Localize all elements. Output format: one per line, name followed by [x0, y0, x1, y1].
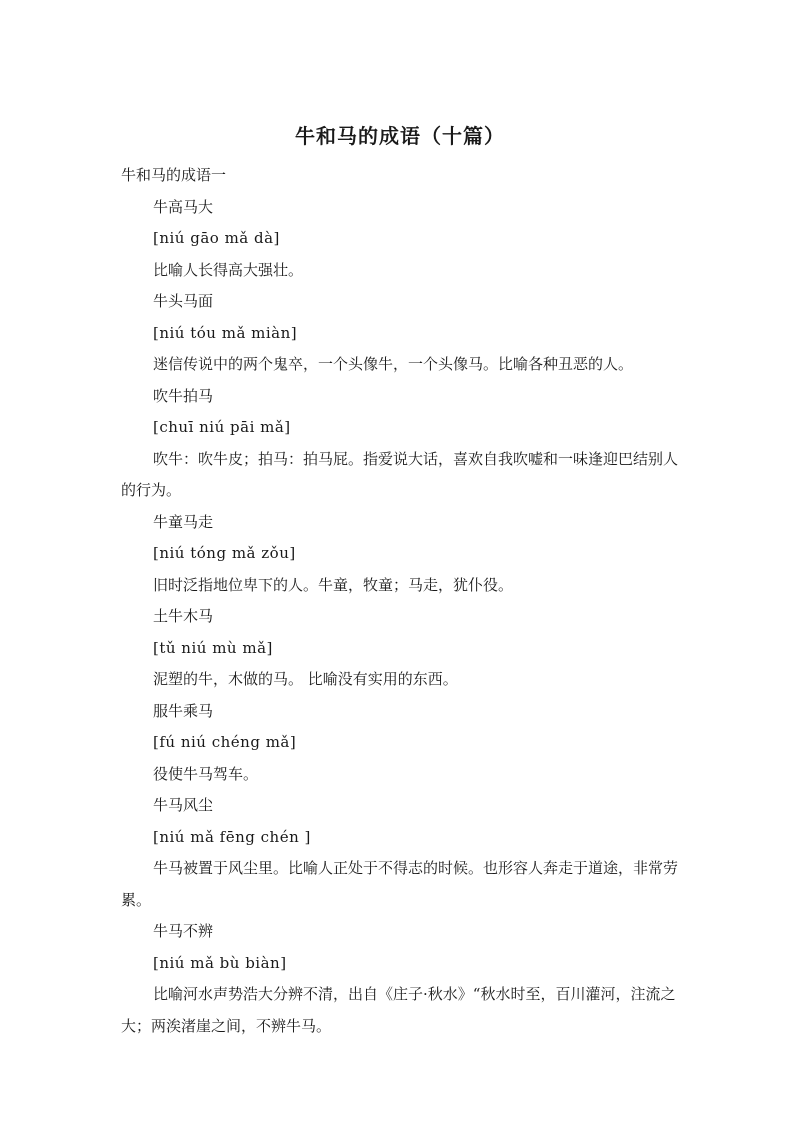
idiom-pinyin: [niú gāo mǎ dà]: [153, 229, 280, 247]
section-heading: 牛和马的成语一: [121, 166, 227, 184]
idiom-entry: [121, 286, 681, 381]
idiom-pinyin: [fú niú chéng mǎ]: [153, 733, 297, 751]
idiom-term: 牛高马大: [153, 197, 214, 216]
idiom-term: 土牛木马: [153, 607, 214, 625]
idiom-meaning: 泥塑的牛，木做的马。 比喻没有实用的东西。: [153, 670, 458, 688]
idiom-entry: [121, 790, 681, 916]
document-title: 牛和马的成语（十篇）: [295, 124, 505, 148]
idiom-pinyin: [niú tóu mǎ miàn]: [153, 323, 298, 342]
document-body: [121, 160, 681, 1042]
idiom-entry: [121, 916, 681, 1042]
idiom-meaning: 役使牛马驾车。: [153, 764, 259, 783]
idiom-entry: [121, 381, 681, 507]
idiom-term: 吹牛拍马: [153, 386, 214, 405]
idiom-term: 牛童马走: [153, 512, 214, 531]
idiom-entry: [121, 601, 681, 696]
idiom-pinyin: [niú mǎ bù biàn]: [153, 953, 287, 972]
idiom-meaning: 旧时泛指地位卑下的人。牛童，牧童；马走，犹仆役。: [153, 575, 514, 594]
idiom-meaning: 比喻人长得高大强壮。: [153, 260, 304, 279]
idiom-entry: [121, 696, 681, 791]
idiom-term: 牛头马面: [153, 292, 214, 310]
idiom-meaning: 比喻河水声势浩大分辨不清，出自《庄子·秋水》“秋水时至，百川灌河，注流之大；两涘渚崖之间，不辨牛马。: [121, 985, 676, 1035]
idiom-term: 服牛乘马: [153, 701, 214, 720]
idiom-term: 牛马风尘: [153, 796, 214, 814]
idiom-pinyin: [chuī niú pāi mǎ]: [153, 418, 291, 436]
idiom-pinyin: [niú mǎ fēng chén ]: [153, 827, 311, 846]
idiom-meaning: 吹牛：吹牛皮；拍马：拍马屁。指爱说大话，喜欢自我吹嘘和一味逢迎巴结别人的行为。: [121, 449, 679, 499]
idiom-meaning: 牛马被置于风尘里。比喻人正处于不得志的时候。也形容人奔走于道途，非常劳累。: [121, 859, 679, 909]
idiom-term: 牛马不辨: [153, 922, 214, 940]
idiom-pinyin: [niú tóng mǎ zǒu]: [153, 544, 296, 562]
idiom-meaning: 迷信传说中的两个鬼卒，一个头像牛，一个头像马。比喻各种丑恶的人。: [153, 355, 634, 373]
idiom-pinyin: [tǔ niú mù mǎ]: [153, 638, 273, 657]
idiom-entry: [121, 507, 681, 602]
idiom-entry: [121, 192, 681, 287]
